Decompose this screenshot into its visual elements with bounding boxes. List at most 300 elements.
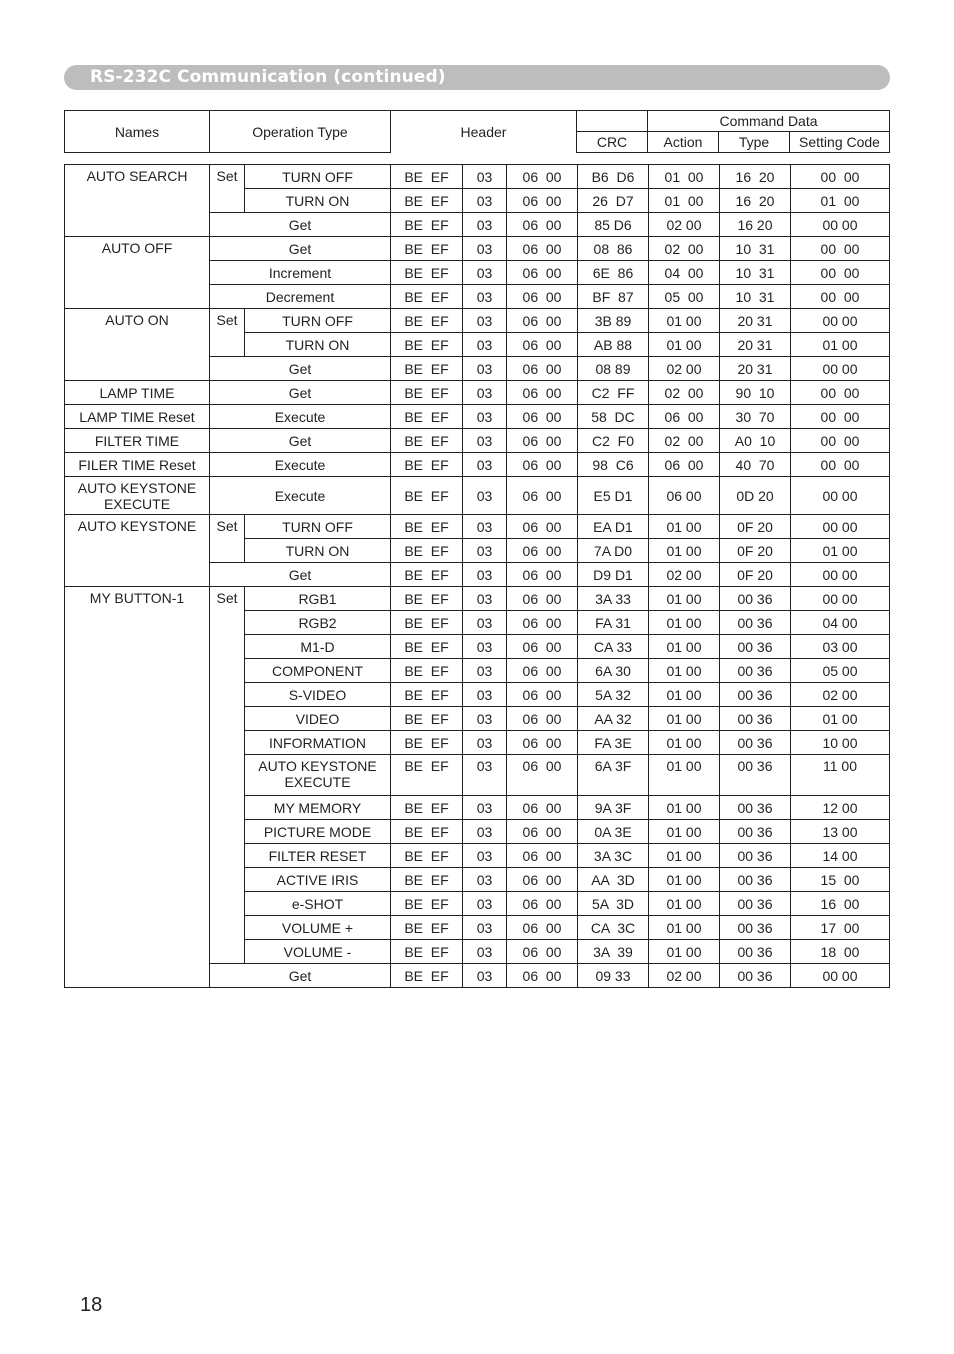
- action-cell: 01 00: [649, 539, 720, 563]
- command-name-cell: LAMP TIME Reset: [65, 405, 210, 429]
- command-name-cell: FILTER TIME: [65, 429, 210, 453]
- header-byte3-cell: 06 00: [507, 755, 578, 796]
- crc-cell: FA 3E: [578, 731, 649, 755]
- header-byte3-cell: 06 00: [507, 796, 578, 820]
- type-cell: 00 36: [720, 707, 791, 731]
- operation-cell: MY MEMORY: [245, 796, 391, 820]
- action-cell: 06 00: [649, 453, 720, 477]
- set-cell: Set: [210, 587, 245, 964]
- type-cell: 30 70: [720, 405, 791, 429]
- crc-cell: 7A D0: [578, 539, 649, 563]
- table-row: [65, 405, 890, 429]
- command-name-cell: FILER TIME Reset: [65, 453, 210, 477]
- action-cell: 02 00: [649, 381, 720, 405]
- type-cell: 0D 20: [720, 477, 791, 515]
- header-byte1-cell: BE EF: [391, 165, 463, 189]
- operation-cell: RGB1: [245, 587, 391, 611]
- action-cell: 02 00: [649, 237, 720, 261]
- setting-code-cell: 01 00: [791, 539, 890, 563]
- type-cell: 00 36: [720, 659, 791, 683]
- header-byte1-cell: BE EF: [391, 820, 463, 844]
- header-byte3-cell: 06 00: [507, 213, 578, 237]
- section-banner: [64, 65, 890, 90]
- crc-cell: C2 FF: [578, 381, 649, 405]
- setting-code-cell: 16 00: [791, 892, 890, 916]
- crc-cell: 08 86: [578, 237, 649, 261]
- type-cell: 0F 20: [720, 539, 791, 563]
- header-byte3-cell: 06 00: [507, 381, 578, 405]
- header-byte1-cell: BE EF: [391, 707, 463, 731]
- crc-cell: FA 31: [578, 611, 649, 635]
- operation-cell: TURN ON: [245, 539, 391, 563]
- operation-cell: VOLUME +: [245, 916, 391, 940]
- header-byte1-cell: BE EF: [391, 563, 463, 587]
- header-byte2-cell: 03: [463, 285, 507, 309]
- crc-cell: 6E 86: [578, 261, 649, 285]
- setting-code-cell: 00 00: [791, 964, 890, 988]
- header-byte3-cell: 06 00: [507, 964, 578, 988]
- table-row: [65, 381, 890, 405]
- header-byte2-cell: 03: [463, 683, 507, 707]
- type-cell: 00 36: [720, 731, 791, 755]
- action-cell: 01 00: [649, 587, 720, 611]
- operation-cell: Execute: [210, 477, 391, 515]
- crc-cell: 5A 3D: [578, 892, 649, 916]
- setting-code-cell: 12 00: [791, 796, 890, 820]
- header-byte3-cell: 06 00: [507, 731, 578, 755]
- crc-cell: 3A 3C: [578, 844, 649, 868]
- header-byte2-cell: 03: [463, 213, 507, 237]
- setting-code-cell: 00 00: [791, 563, 890, 587]
- action-cell: 01 00: [649, 707, 720, 731]
- header-byte3-cell: 06 00: [507, 683, 578, 707]
- type-cell: 16 20: [720, 213, 791, 237]
- header-byte2-cell: 03: [463, 453, 507, 477]
- header-byte3-cell: 06 00: [507, 707, 578, 731]
- crc-cell: 98 C6: [578, 453, 649, 477]
- setting-code-cell: 00 00: [791, 165, 890, 189]
- header-names: Names: [65, 111, 210, 153]
- type-cell: 00 36: [720, 892, 791, 916]
- header-byte1-cell: BE EF: [391, 453, 463, 477]
- header-byte2-cell: 03: [463, 844, 507, 868]
- setting-code-cell: 00 00: [791, 213, 890, 237]
- command-name-cell: AUTO KEYSTONE: [65, 515, 210, 587]
- header-byte1-cell: BE EF: [391, 611, 463, 635]
- table-row: [65, 429, 890, 453]
- action-cell: 01 00: [649, 916, 720, 940]
- header-byte3-cell: 06 00: [507, 285, 578, 309]
- header-byte3-cell: 06 00: [507, 237, 578, 261]
- action-cell: 01 00: [649, 755, 720, 796]
- setting-code-cell: 00 00: [791, 477, 890, 515]
- operation-cell: ACTIVE IRIS: [245, 868, 391, 892]
- operation-cell: S-VIDEO: [245, 683, 391, 707]
- header-byte2-cell: 03: [463, 539, 507, 563]
- operation-cell: TURN ON: [245, 333, 391, 357]
- crc-cell: CA 3C: [578, 916, 649, 940]
- header-byte1-cell: BE EF: [391, 868, 463, 892]
- page-number: 18: [80, 1294, 103, 1316]
- header-command-data: Command Data: [648, 111, 890, 132]
- command-table-body: [65, 165, 890, 988]
- operation-cell: Get: [210, 563, 391, 587]
- table-row: [65, 515, 890, 539]
- header-byte1-cell: BE EF: [391, 285, 463, 309]
- header-byte3-cell: 06 00: [507, 453, 578, 477]
- header-byte2-cell: 03: [463, 477, 507, 515]
- setting-code-cell: 00 00: [791, 381, 890, 405]
- action-cell: 01 00: [649, 165, 720, 189]
- setting-code-cell: 02 00: [791, 683, 890, 707]
- type-cell: 00 36: [720, 611, 791, 635]
- setting-code-cell: 00 00: [791, 453, 890, 477]
- header-byte3-cell: 06 00: [507, 635, 578, 659]
- header-byte2-cell: 03: [463, 659, 507, 683]
- type-cell: 0F 20: [720, 563, 791, 587]
- crc-cell: C2 F0: [578, 429, 649, 453]
- header-byte3-cell: 06 00: [507, 405, 578, 429]
- header-byte1-cell: BE EF: [391, 796, 463, 820]
- setting-code-cell: 00 00: [791, 261, 890, 285]
- type-cell: 00 36: [720, 964, 791, 988]
- operation-cell: Decrement: [210, 285, 391, 309]
- table-row: [65, 165, 890, 189]
- command-table-header: [64, 110, 890, 153]
- header-byte3-cell: 06 00: [507, 333, 578, 357]
- header-byte1-cell: BE EF: [391, 755, 463, 796]
- operation-cell: Get: [210, 357, 391, 381]
- action-cell: 01 00: [649, 309, 720, 333]
- header-byte3-cell: 06 00: [507, 357, 578, 381]
- crc-cell: D9 D1: [578, 563, 649, 587]
- header-byte3-cell: 06 00: [507, 515, 578, 539]
- header-byte1-cell: BE EF: [391, 892, 463, 916]
- operation-cell: INFORMATION: [245, 731, 391, 755]
- operation-cell: PICTURE MODE: [245, 820, 391, 844]
- operation-cell: Execute: [210, 453, 391, 477]
- header-byte3-cell: 06 00: [507, 820, 578, 844]
- crc-cell: 58 DC: [578, 405, 649, 429]
- crc-cell: 0A 3E: [578, 820, 649, 844]
- type-cell: 10 31: [720, 261, 791, 285]
- action-cell: 01 00: [649, 659, 720, 683]
- header-byte2-cell: 03: [463, 635, 507, 659]
- header-byte1-cell: BE EF: [391, 731, 463, 755]
- operation-cell: TURN ON: [245, 189, 391, 213]
- action-cell: 04 00: [649, 261, 720, 285]
- header-byte3-cell: 06 00: [507, 429, 578, 453]
- operation-cell: AUTO KEYSTONE EXECUTE: [245, 755, 391, 796]
- operation-cell: Get: [210, 213, 391, 237]
- header-byte3-cell: 06 00: [507, 189, 578, 213]
- type-cell: A0 10: [720, 429, 791, 453]
- command-name-cell: AUTO ON: [65, 309, 210, 381]
- action-cell: 01 00: [649, 796, 720, 820]
- action-cell: 01 00: [649, 189, 720, 213]
- header-byte3-cell: 06 00: [507, 261, 578, 285]
- type-cell: 20 31: [720, 333, 791, 357]
- set-cell: Set: [210, 309, 245, 357]
- header-byte1-cell: BE EF: [391, 964, 463, 988]
- crc-cell: 26 D7: [578, 189, 649, 213]
- type-cell: 20 31: [720, 357, 791, 381]
- setting-code-cell: 00 00: [791, 237, 890, 261]
- type-cell: 00 36: [720, 940, 791, 964]
- header-byte1-cell: BE EF: [391, 587, 463, 611]
- action-cell: 01 00: [649, 940, 720, 964]
- header-setting-code: Setting Code: [790, 132, 890, 153]
- header-byte1-cell: BE EF: [391, 357, 463, 381]
- operation-cell: Get: [210, 381, 391, 405]
- header-byte3-cell: 06 00: [507, 309, 578, 333]
- header-byte1-cell: BE EF: [391, 213, 463, 237]
- header-byte2-cell: 03: [463, 333, 507, 357]
- crc-cell: AB 88: [578, 333, 649, 357]
- type-cell: 20 31: [720, 309, 791, 333]
- setting-code-cell: 00 00: [791, 587, 890, 611]
- type-cell: 00 36: [720, 916, 791, 940]
- type-cell: 40 70: [720, 453, 791, 477]
- setting-code-cell: 00 00: [791, 405, 890, 429]
- type-cell: 00 36: [720, 820, 791, 844]
- header-byte2-cell: 03: [463, 892, 507, 916]
- crc-cell: BF 87: [578, 285, 649, 309]
- header-byte2-cell: 03: [463, 165, 507, 189]
- header-byte2-cell: 03: [463, 309, 507, 333]
- header-byte3-cell: 06 00: [507, 563, 578, 587]
- header-byte1-cell: BE EF: [391, 844, 463, 868]
- header-byte1-cell: BE EF: [391, 635, 463, 659]
- header-byte3-cell: 06 00: [507, 940, 578, 964]
- setting-code-cell: 15 00: [791, 868, 890, 892]
- header-byte1-cell: BE EF: [391, 309, 463, 333]
- header-byte1-cell: BE EF: [391, 405, 463, 429]
- command-name-cell: LAMP TIME: [65, 381, 210, 405]
- action-cell: 01 00: [649, 683, 720, 707]
- header-byte3-cell: 06 00: [507, 892, 578, 916]
- header-byte3-cell: 06 00: [507, 539, 578, 563]
- setting-code-cell: 01 00: [791, 707, 890, 731]
- operation-cell: TURN OFF: [245, 309, 391, 333]
- type-cell: 10 31: [720, 237, 791, 261]
- action-cell: 02 00: [649, 213, 720, 237]
- operation-cell: Execute: [210, 405, 391, 429]
- command-table: [64, 164, 890, 988]
- crc-cell: 3A 33: [578, 587, 649, 611]
- header-byte1-cell: BE EF: [391, 515, 463, 539]
- command-name-cell: MY BUTTON-1: [65, 587, 210, 988]
- header-byte1-cell: BE EF: [391, 539, 463, 563]
- header-byte1-cell: BE EF: [391, 429, 463, 453]
- operation-cell: Increment: [210, 261, 391, 285]
- command-name-cell: AUTO OFF: [65, 237, 210, 309]
- header-byte2-cell: 03: [463, 707, 507, 731]
- operation-cell: e-SHOT: [245, 892, 391, 916]
- setting-code-cell: 17 00: [791, 916, 890, 940]
- header-byte1-cell: BE EF: [391, 333, 463, 357]
- type-cell: 00 36: [720, 796, 791, 820]
- type-cell: 00 36: [720, 635, 791, 659]
- header-byte1-cell: BE EF: [391, 237, 463, 261]
- setting-code-cell: 10 00: [791, 731, 890, 755]
- header-byte2-cell: 03: [463, 916, 507, 940]
- type-cell: 16 20: [720, 189, 791, 213]
- header-byte1-cell: BE EF: [391, 261, 463, 285]
- header-byte2-cell: 03: [463, 563, 507, 587]
- crc-cell: 5A 32: [578, 683, 649, 707]
- header-byte1-cell: BE EF: [391, 916, 463, 940]
- action-cell: 01 00: [649, 868, 720, 892]
- setting-code-cell: 11 00: [791, 755, 890, 796]
- setting-code-cell: 04 00: [791, 611, 890, 635]
- crc-cell: 3B 89: [578, 309, 649, 333]
- header-header: Header: [391, 111, 577, 153]
- setting-code-cell: 14 00: [791, 844, 890, 868]
- setting-code-cell: 00 00: [791, 357, 890, 381]
- action-cell: 06 00: [649, 405, 720, 429]
- type-cell: 00 36: [720, 844, 791, 868]
- header-action: Action: [648, 132, 719, 153]
- header-byte2-cell: 03: [463, 611, 507, 635]
- header-byte2-cell: 03: [463, 820, 507, 844]
- operation-cell: TURN OFF: [245, 165, 391, 189]
- crc-cell: CA 33: [578, 635, 649, 659]
- crc-cell: 85 D6: [578, 213, 649, 237]
- header-byte3-cell: 06 00: [507, 587, 578, 611]
- action-cell: 01 00: [649, 333, 720, 357]
- header-crc: CRC: [577, 132, 648, 153]
- table-row: [65, 237, 890, 261]
- action-cell: 06 00: [649, 477, 720, 515]
- header-byte3-cell: 06 00: [507, 868, 578, 892]
- header-byte1-cell: BE EF: [391, 659, 463, 683]
- header-byte3-cell: 06 00: [507, 165, 578, 189]
- crc-cell: EA D1: [578, 515, 649, 539]
- header-byte2-cell: 03: [463, 796, 507, 820]
- header-byte2-cell: 03: [463, 237, 507, 261]
- action-cell: 02 00: [649, 429, 720, 453]
- crc-cell: 9A 3F: [578, 796, 649, 820]
- header-type: Type: [719, 132, 790, 153]
- setting-code-cell: 03 00: [791, 635, 890, 659]
- action-cell: 01 00: [649, 892, 720, 916]
- type-cell: 0F 20: [720, 515, 791, 539]
- crc-cell: 3A 39: [578, 940, 649, 964]
- action-cell: 02 00: [649, 357, 720, 381]
- header-byte2-cell: 03: [463, 940, 507, 964]
- operation-cell: TURN OFF: [245, 515, 391, 539]
- header-byte1-cell: BE EF: [391, 477, 463, 515]
- type-cell: 00 36: [720, 587, 791, 611]
- header-byte3-cell: 06 00: [507, 477, 578, 515]
- header-byte1-cell: BE EF: [391, 189, 463, 213]
- header-byte2-cell: 03: [463, 515, 507, 539]
- header-byte2-cell: 03: [463, 261, 507, 285]
- command-name-cell: AUTO SEARCH: [65, 165, 210, 237]
- type-cell: 00 36: [720, 683, 791, 707]
- operation-cell: Get: [210, 964, 391, 988]
- header-byte3-cell: 06 00: [507, 916, 578, 940]
- setting-code-cell: 00 00: [791, 285, 890, 309]
- crc-cell: 6A 3F: [578, 755, 649, 796]
- setting-code-cell: 18 00: [791, 940, 890, 964]
- action-cell: 02 00: [649, 563, 720, 587]
- type-cell: 00 36: [720, 868, 791, 892]
- crc-cell: AA 3D: [578, 868, 649, 892]
- action-cell: 01 00: [649, 731, 720, 755]
- header-byte2-cell: 03: [463, 731, 507, 755]
- action-cell: 02 00: [649, 964, 720, 988]
- crc-cell: E5 D1: [578, 477, 649, 515]
- setting-code-cell: 13 00: [791, 820, 890, 844]
- header-byte2-cell: 03: [463, 189, 507, 213]
- header-byte2-cell: 03: [463, 381, 507, 405]
- operation-cell: FILTER RESET: [245, 844, 391, 868]
- crc-cell: 09 33: [578, 964, 649, 988]
- crc-cell: 6A 30: [578, 659, 649, 683]
- operation-cell: COMPONENT: [245, 659, 391, 683]
- section-title: RS-232C Communication (continued): [90, 67, 446, 87]
- crc-cell: 08 89: [578, 357, 649, 381]
- type-cell: 00 36: [720, 755, 791, 796]
- type-cell: 90 10: [720, 381, 791, 405]
- action-cell: 01 00: [649, 515, 720, 539]
- setting-code-cell: 00 00: [791, 515, 890, 539]
- operation-cell: Get: [210, 237, 391, 261]
- header-byte1-cell: BE EF: [391, 683, 463, 707]
- header-byte2-cell: 03: [463, 429, 507, 453]
- type-cell: 16 20: [720, 165, 791, 189]
- header-byte3-cell: 06 00: [507, 844, 578, 868]
- header-byte2-cell: 03: [463, 868, 507, 892]
- header-byte2-cell: 03: [463, 405, 507, 429]
- header-byte2-cell: 03: [463, 587, 507, 611]
- operation-cell: VOLUME -: [245, 940, 391, 964]
- table-row: [65, 587, 890, 611]
- action-cell: 01 00: [649, 820, 720, 844]
- setting-code-cell: 01 00: [791, 333, 890, 357]
- action-cell: 01 00: [649, 611, 720, 635]
- crc-cell: B6 D6: [578, 165, 649, 189]
- header-byte3-cell: 06 00: [507, 611, 578, 635]
- header-byte1-cell: BE EF: [391, 381, 463, 405]
- action-cell: 01 00: [649, 635, 720, 659]
- header-byte2-cell: 03: [463, 964, 507, 988]
- setting-code-cell: 01 00: [791, 189, 890, 213]
- operation-cell: M1-D: [245, 635, 391, 659]
- header-operation-type: Operation Type: [210, 111, 391, 153]
- table-row: [65, 309, 890, 333]
- header-byte2-cell: 03: [463, 357, 507, 381]
- command-name-cell: AUTO KEYSTONE EXECUTE: [65, 477, 210, 515]
- action-cell: 05 00: [649, 285, 720, 309]
- operation-cell: VIDEO: [245, 707, 391, 731]
- header-byte1-cell: BE EF: [391, 940, 463, 964]
- set-cell: Set: [210, 515, 245, 563]
- table-row: [65, 477, 890, 515]
- setting-code-cell: 00 00: [791, 429, 890, 453]
- type-cell: 10 31: [720, 285, 791, 309]
- setting-code-cell: 05 00: [791, 659, 890, 683]
- operation-cell: Get: [210, 429, 391, 453]
- table-row: [65, 453, 890, 477]
- setting-code-cell: 00 00: [791, 309, 890, 333]
- header-byte3-cell: 06 00: [507, 659, 578, 683]
- action-cell: 01 00: [649, 844, 720, 868]
- header-byte2-cell: 03: [463, 755, 507, 796]
- set-cell: Set: [210, 165, 245, 213]
